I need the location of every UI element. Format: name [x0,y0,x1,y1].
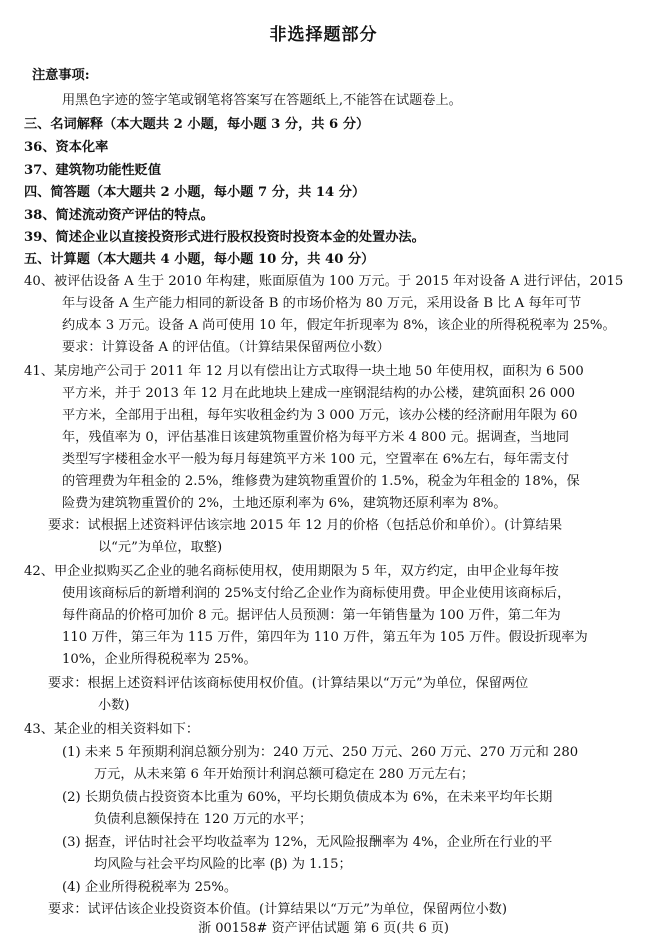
question-36: 36、资本化率 [24,140,109,155]
question-40-line: 约成本 3 万元。设备 A 尚可使用 10 年，假定年折现率为 8%，该企业的所得税税率为 25%。 [62,318,616,333]
section-3-heading: 三、名词解释（本大题共 2 小题，每小题 3 分，共 6 分） [24,117,370,132]
question-42-line: 每件商品的价格可加价 8 元。据评估人员预测：第一年销售量为 100 万件，第二年为 [62,608,561,623]
question-38: 38、简述流动资产评估的特点。 [24,208,214,223]
question-40-line: 40、被评估设备 A 生于 2010 年构建，账面原值为 100 万元。于 2015 年对设备 A 进行评估，2015 [24,274,624,289]
question-43-item: (4) 企业所得税税率为 25%。 [62,880,238,895]
question-43-item: (1) 未来 5 年预期利润总额分别为：240 万元、250 万元、260 万元、270 万元和 280 [62,745,579,760]
question-43-item-cont: 均风险与社会平均风险的比率 (β) 为 1.15； [94,857,352,872]
question-43-heading: 43、某企业的相关资料如下： [24,722,200,737]
question-41-line: 41、某房地产公司于 2011 年 12 月以有偿出让方式取得一块土地 50 年使用权，面积为 6 500 [24,364,584,379]
question-41-line: 平方米，全部用于出租，每年实收租金约为 3 000 万元，该办公楼的经济耐用年限为 60 [62,408,578,423]
question-41-requirement: 要求：试根据上述资料评估该宗地 2015 年 12 月的价格（包括总价和单价）。(计算结果 [48,518,563,533]
question-42-requirement: 要求：根据上述资料评估该商标使用权价值。(计算结果以“万元”为单位，保留两位 [48,676,529,691]
question-39: 39、简述企业以直接投资形式进行股权投资时投资本金的处置办法。 [24,230,425,245]
question-42-line: 42、甲企业拟购买乙企业的驰名商标使用权，使用期限为 5 年，双方约定，由甲企业每年按 [24,564,559,579]
notice-text: 用黑色字迹的签字笔或钢笔将答案写在答题纸上,不能答在试题卷上。 [62,93,462,108]
question-43-item: (2) 长期负债占投资资本比重为 60%，平均长期负债成本为 6%，在未来平均年长期 [62,790,553,805]
question-40-line: 年与设备 A 生产能力相同的新设备 B 的市场价格为 80 万元，采用设备 B 比 A 每年可节 [62,296,582,311]
question-41-line: 类型写字楼租金水平一般为每月每建筑平方米 100 元，空置率在 6%左右，每年需支付 [62,452,570,467]
question-43-item: (3) 据查，评估时社会平均收益率为 12%，无风险报酬率为 4%，企业所在行业的平 [62,835,553,850]
notice-heading: 注意事项: [32,68,90,83]
question-43-item-cont: 负债利息额保持在 120 万元的水平； [94,812,313,827]
question-42-line: 110 万件，第三年为 115 万件，第四年为 110 万件，第五年为 105 万件。假设折现率为 [62,630,588,645]
page-title: 非选择题部分 [269,25,378,45]
question-43-item-cont: 万元，从未来第 6 年开始预计利润总额可稳定在 280 万元左右； [94,767,475,782]
question-41-line: 的管理费为年租金的 2.5%，维修费为建筑物重置价的 1.5%，税金为年租金的 18%，保 [62,474,580,489]
section-5-heading: 五、计算题（本大题共 4 小题，每小题 10 分，共 40 分） [24,252,375,267]
question-40-requirement: 要求：计算设备 A 的评估值。（计算结果保留两位小数） [62,340,390,355]
question-42-line: 10%，企业所得税税率为 25%。 [62,652,257,667]
question-41-line: 平方米，并于 2013 年 12 月在此地块上建成一座钢混结构的办公楼，建筑面积 26 000 [62,386,576,401]
question-42-requirement-cont: 小数) [98,698,130,713]
question-41-requirement-cont: 以“元”为单位，取整) [98,540,223,555]
question-41-line: 险费为建筑物重置价的 2%，土地还原利率为 6%，建筑物还原利率为 8%。 [62,496,507,511]
question-41-line: 年，残值率为 0，评估基准日该建筑物重置价格为每平方米 4 800 元。据调查，当地同 [62,430,570,445]
question-42-line: 使用该商标后的新增利润的 25%支付给乙企业作为商标使用费。甲企业使用该商标后， [62,586,571,601]
question-43-requirement: 要求：试评估该企业投资资本价值。(计算结果以“万元”为单位，保留两位小数) [48,902,507,917]
question-37: 37、建筑物功能性贬值 [24,163,162,178]
page-footer: 浙 00158# 资产评估试题 第 6 页(共 6 页) [198,921,449,936]
section-4-heading: 四、简答题（本大题共 2 小题，每小题 7 分，共 14 分） [24,185,366,200]
